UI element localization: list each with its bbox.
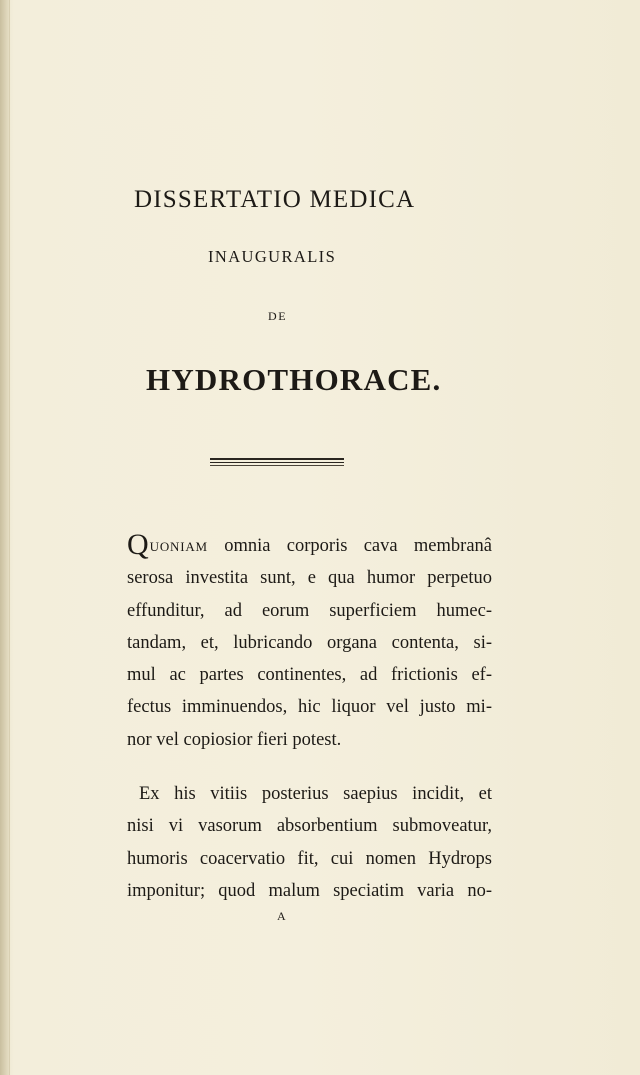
paragraph-2 (127, 778, 492, 907)
text-fragment: omnia corporis cava membranâ (207, 536, 492, 556)
paragraph-1-line-5: mul ac partes continentes, ad frictionis ef- (127, 665, 492, 686)
paragraph-1-line-6: fectus imminuendos, hic liquor vel justo mi- (127, 697, 492, 718)
title-line-hydrothorace: HYDROTHORACE. (146, 362, 442, 397)
dropcap: Q (127, 528, 149, 561)
paragraph-1-line-2: serosa investita sunt, e qua humor perpetuo (127, 568, 492, 589)
title-line-inauguralis: INAUGURALIS (208, 247, 337, 266)
paragraph-1-line-3: effunditur, ad eorum superficiem humec- (127, 600, 492, 621)
ornamental-rule-thick (210, 458, 344, 460)
paragraph-2-line-1: Ex his vitiis posterius saepius incidit, et (139, 784, 492, 804)
paragraph-2-line-2: nisi vi vasorum absorbentium submoveatur, (127, 816, 492, 837)
signature-mark: A (277, 909, 287, 923)
paragraph-1-line-7: nor vel copiosior fieri potest. (127, 729, 342, 750)
paragraph-1 (127, 530, 492, 756)
title-line-de: DE (268, 309, 288, 323)
paragraph-1-line-1 (127, 530, 492, 562)
binding-edge (0, 0, 10, 1075)
ornamental-rule-middle (210, 462, 344, 463)
title-line-dissertatio: DISSERTATIO MEDICA (134, 186, 416, 213)
paragraph-2-line-4: imponitur; quod malum speciatim varia no- (127, 880, 492, 901)
ornamental-rule-thin (210, 465, 344, 466)
smallcaps-word: uoniam (149, 536, 208, 556)
paragraph-2-line-3: humoris coacervatio fit, cui nomen Hydrops (127, 848, 492, 869)
paragraph-1-line-4: tandam, et, lubricando organa contenta, si- (127, 632, 492, 653)
